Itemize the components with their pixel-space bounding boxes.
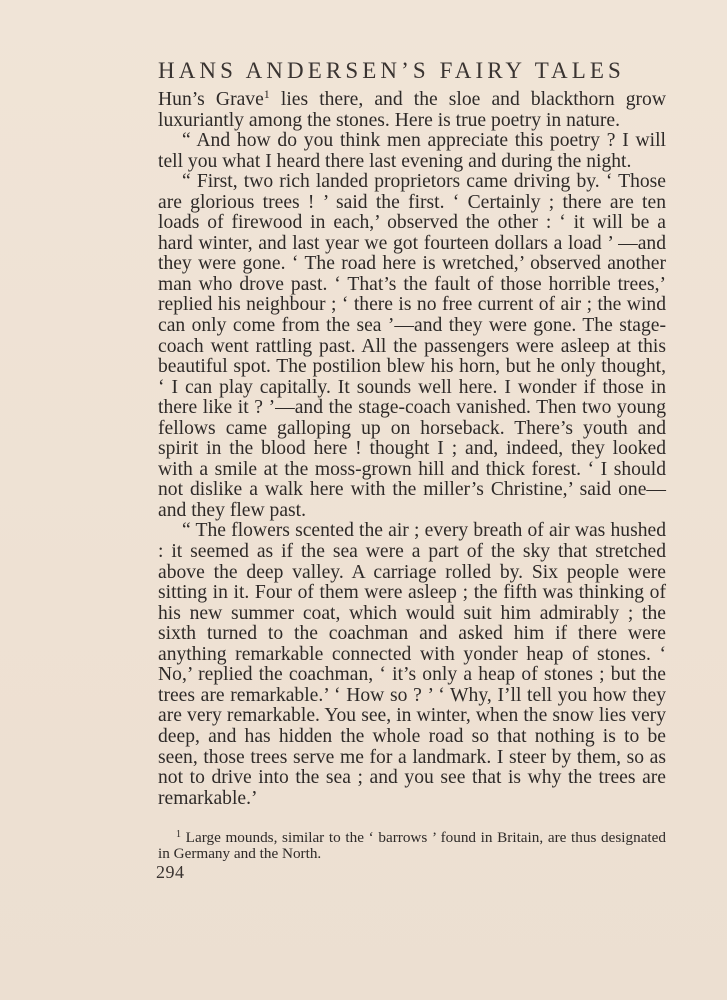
paragraph-3: “ First, two rich landed proprietors came driving by. ‘ Those are glorious trees ! ’ said the first. ‘ Certainly ; there are ten loads of firewood in each,’ observed the other : ‘ it will be a hard winter, and last year we got fourteen dollars a load ’ —and they were gone. ‘ The road here is wretched,’ observed another man who drove past. ‘ That’s the fault of those horrible trees,’ replied his neighbour ; ‘ there is no free current of air ; the wind can only come from the sea ’—and they were gone. The stage-coach went rattling past. All the passengers were asleep at this beautiful spot. The postilion blew his horn, but he only thought, ‘ I can play capitally. It sounds well here. I wonder if those in there like it ? ’—and the stage-coach vanished. Then two young fellows came galloping up on horseback. There’s youth and spirit in the blood here ! thought I ; and, indeed, they looked with a smile at the moss-grown hill and thick forest. ‘ I should not dislike a walk here with the miller’s Christine,’ said one—and they flew past. bbox=[158, 171, 666, 521]
running-head: HANS ANDERSEN’S FAIRY TALES bbox=[158, 58, 625, 83]
footnote bbox=[158, 830, 666, 862]
page-number: 294 bbox=[156, 862, 185, 882]
paragraph-1-start: Hun’s Grave bbox=[158, 89, 264, 110]
footnote-reference: 1 bbox=[263, 87, 270, 101]
body-text bbox=[158, 87, 666, 809]
paragraph-2: “ And how do you think men appreciate this poetry ? I will tell you what I heard there last evening and during the night. bbox=[158, 130, 666, 172]
footnote-text: Large mounds, similar to the ‘ barrows ’ found in Britain, are thus designated in Germany and the North. bbox=[158, 829, 666, 862]
paragraph-4: “ The flowers scented the air ; every breath of air was hushed : it seemed as if the sea were a part of the sky that stretched above the deep valley. A carriage rolled by. Six people were sitting in it. Four of them were asleep ; the fifth was thinking of his new summer coat, which would suit him admirably ; the sixth turned to the coachman and asked him if there were anything remarkable connected with yonder heap of stones. ‘ No,’ replied the coachman, ‘ it’s only a heap of stones ; but the trees are remarkable.’ ‘ How so ? ’ ‘ Why, I’ll tell you how they are very remarkable. You see, in winter, when the snow lies very deep, and has hidden the whole road so that nothing is to be seen, those trees serve me for a landmark. I steer by them, so as not to drive into the sea ; and you see that is why the trees are remarkable.’ bbox=[158, 520, 666, 809]
paragraph-1-rest: lies there, and the sloe and blackthorn grow luxuriantly among the stones. Here is true poetry in nature. bbox=[158, 89, 666, 131]
paragraph-1 bbox=[158, 87, 666, 131]
footnote-mark: 1 bbox=[176, 829, 181, 840]
